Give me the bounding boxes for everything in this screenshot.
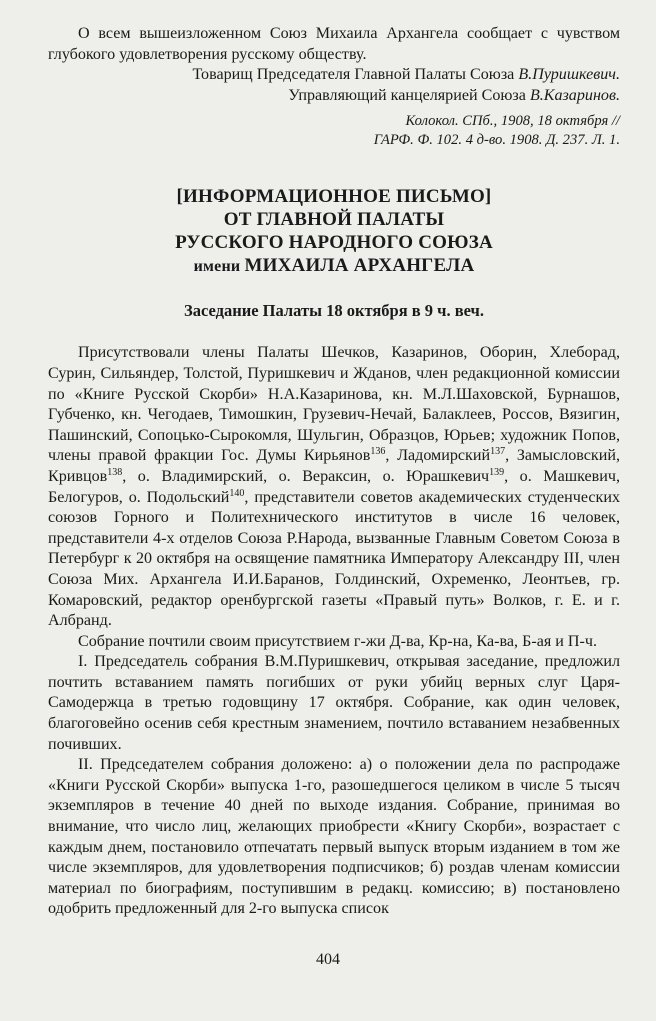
footnote-ref: 138 xyxy=(107,466,123,478)
ladies-paragraph: Собрание почтили своим присутствием г-жи Д-ва, Кр-на, Ка-ва, Б-ая и П-ч. xyxy=(78,632,597,650)
signature-kazarinov xyxy=(48,86,620,107)
heading-line xyxy=(48,254,620,278)
source-citation-line1: Колокол. СПб., 1908, 18 октября // xyxy=(405,113,620,130)
signature-role: Управляющий канцелярией Союза xyxy=(288,86,530,104)
session-subheading: Заседание Палаты 18 октября в 9 ч. веч. xyxy=(184,301,484,321)
signature-purishkevich xyxy=(48,65,620,86)
attendance-text: , Ладомирский xyxy=(385,447,491,465)
attendance-text: , представители советов академических студенческих союзов Горного и Политехнического институтов в числе 16 человек, представители 4-х отделов Союза Р.Народа, вызванные Главным Советом Союза в Петербург к 20 октября на освящение памятника Императору Александру III, член Союза Мих. Архангела И.И.Баранов, Голдинский, Охременко, Леонтьев, гр. Комаровский, редактор оренбургской газеты «Правый путь» Волков, г. Е. и г. Албранд. xyxy=(48,488,620,630)
item-2-paragraph: II. Председателем собрания доложено: а) о положении дела по распродаже «Книги Русской Скорби» выпуска 1-го, разошедшегося целиком в числе 5 тысяч экземпляров в течение 40 дней по выходе издания. Собрание, принимая во внимание, что число лиц, желающих приобрести «Книгу Скорби», возрастает с каждым днем, постановило отпечатать первый выпуск вторым изданием в том же числе экземпляров, для удовлетворения подписчиков; б) роздав членам комиссии материал по биографиям, поступившим в редакц. комиссию; в) постановлено одобрить предложенный для 2-го выпуска список xyxy=(48,756,620,918)
attendance-text: , Замысловский, Кривцов xyxy=(48,447,620,485)
signature-role: Товарищ Председателя Главной Палаты Союза xyxy=(192,66,519,84)
source-citation-line2: ГАРФ. Ф. 102. 4 д-во. 1908. Д. 237. Л. 1. xyxy=(373,132,620,149)
footnote-ref: 137 xyxy=(490,446,506,458)
heading-line: РУССКОГО НАРОДНОГО СОЮЗА xyxy=(175,232,493,254)
document-heading xyxy=(48,185,620,278)
page-number: 404 xyxy=(316,951,340,968)
item-1-paragraph: I. Председатель собрания В.М.Пуришкевич, открывая заседание, предложил почтить вставанием память погибших от руки убийц верных слуг Царя-Самодержца в третью годовщину 17 октября. Собрание, как один человек, благоговейно осенив себя крестным знамением, почтило вставанием незабвенных почивших. xyxy=(48,653,620,753)
attendance-text: Присутствовали члены Палаты Шечков, Казаринов, Оборин, Хлеборад, Сурин, Сильяндер, Толстой, Пуришкевич и Жданов, член редакционной комиссии по «Книге Русской Скорби» Н.А.Казаринова, кн. М.Л.Шаховской, Бурнашов, Губченко, кн. Чегодаев, Тимошкин, Грузевич-Нечай, Балаклеев, Россов, Вязигин, Пашинский, Сопоцько-Сырокомля, Шульгин, Образцов, Юрьев; художник Попов, члены правой фракции Гос. Думы Кирьянов xyxy=(48,344,620,465)
attendance-text: , о. Машкевич, Белогуров, о. Подольский xyxy=(48,467,620,506)
intro-paragraph: О всем вышеизложенном Союз Михаила Архангела сообщает с чувством глубокого удовлетворения русскому обществу. xyxy=(48,25,620,63)
heading-line: [ИНФОРМАЦИОННОЕ ПИСЬМО] xyxy=(176,186,492,208)
attendance-paragraph xyxy=(48,343,620,631)
footnote-ref: 140 xyxy=(229,487,245,499)
heading-line: ОТ ГЛАВНОЙ ПАЛАТЫ xyxy=(223,209,445,231)
heading-main: МИХАИЛА АРХАНГЕЛА xyxy=(244,255,475,277)
signature-name: В.Пуришкевич. xyxy=(518,66,620,84)
attendance-text: , о. Владимирский, о. Вераксин, о. Юрашкевич xyxy=(122,467,490,485)
heading-prefix: имени xyxy=(193,258,245,276)
signature-name: В.Казаринов. xyxy=(529,86,620,104)
footnote-ref: 136 xyxy=(370,446,386,458)
footnote-ref: 139 xyxy=(489,466,505,478)
